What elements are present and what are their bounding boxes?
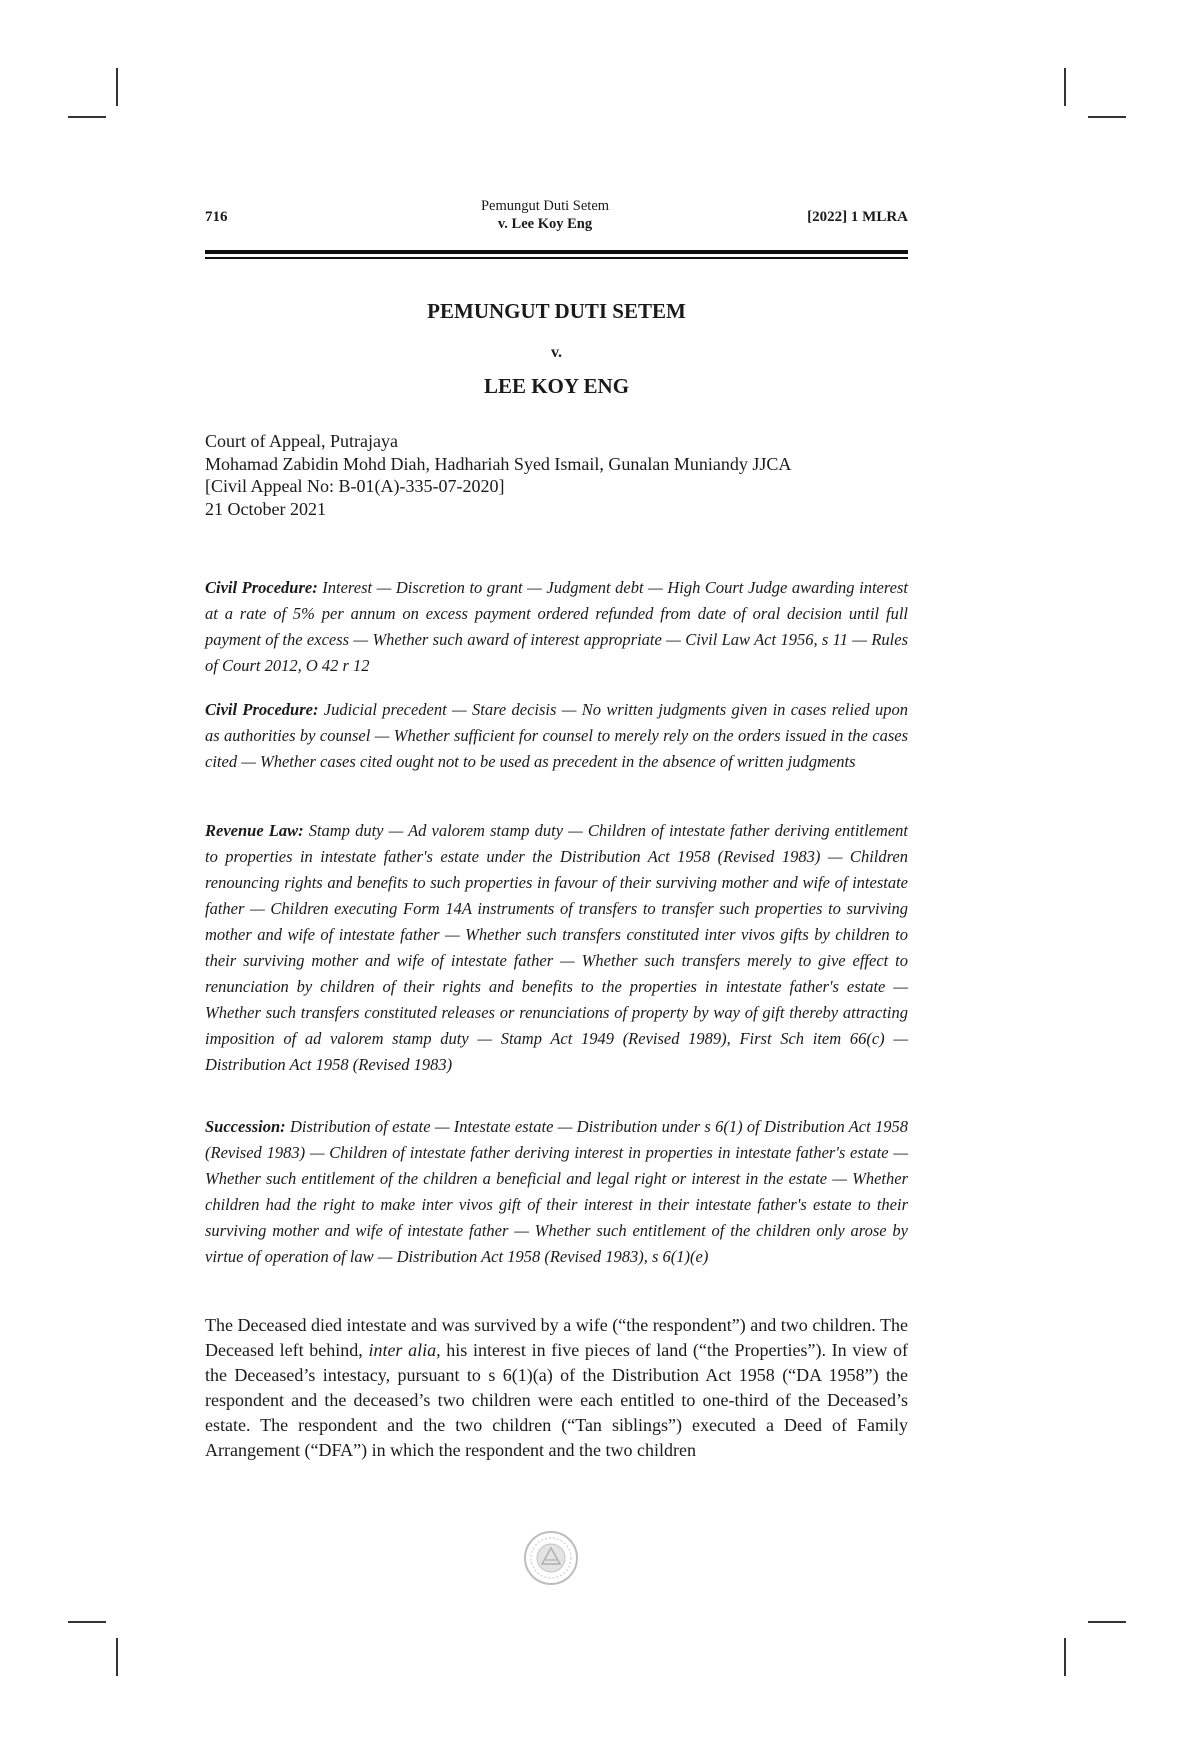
case-metadata — [205, 430, 908, 520]
publisher-seal-icon — [523, 1530, 579, 1586]
crop-mark-top-right-horizontal — [1088, 116, 1126, 118]
catchword-heading: Succession: — [205, 1117, 286, 1136]
catchword-paragraph — [205, 818, 908, 1078]
appeal-number: [Civil Appeal No: B-01(A)-335-07-2020] — [205, 476, 505, 496]
catchword-text: Interest — Discretion to grant — Judgment debt — High Court Judge awarding interest at a rate of 5% per annum on excess payment ordered refunded from date of oral decision until full payment of the excess — Whether such award of interest appropriate — Civil Law Act 1956, s 11 — Rules of Court 2012, O 42 r 12 — [205, 578, 908, 675]
judges: Mohamad Zabidin Mohd Diah, Hadhariah Syed Ismail, Gunalan Muniandy JJCA — [205, 453, 792, 474]
respondent-name: LEE KOY ENG — [483, 374, 630, 398]
catchword-text: Judicial precedent — Stare decisis — No written judgments given in cases relied upon as authorities by counsel — Whether sufficient for counsel to merely rely on the orders issued in the cases cited — Whether cases cited ought not to be used as precedent in the absence of written judgments — [205, 700, 908, 771]
page-number: 716 — [205, 209, 228, 225]
crop-mark-bottom-right-horizontal — [1088, 1621, 1126, 1623]
running-title-line1: Pemungut Duti Setem — [480, 198, 610, 214]
summary-text-part2: his interest in five pieces of land (“the Properties”). In view of the Deceased’s intestacy, pursuant to s 6(1)(a) of the Distribution Act 1958 (“DA 1958”) the respondent and the deceased’s two children were each entitled to one-third of the Deceased’s estate. The respondent and the two children (“Tan siblings”) executed a Deed of Family Arrangement (“DFA”) in which the respondent and the two children — [205, 1340, 908, 1460]
catchword-heading: Civil Procedure: — [205, 700, 319, 719]
summary-inter-alia: inter alia, — [368, 1340, 441, 1360]
catchword-paragraph — [205, 697, 908, 775]
crop-mark-bottom-left-horizontal — [68, 1621, 106, 1623]
header-rule-thick — [205, 250, 908, 254]
header-rule-thin — [205, 257, 908, 259]
appellant-name: PEMUNGUT DUTI SETEM — [427, 299, 686, 323]
summary-paragraph — [205, 1313, 908, 1463]
crop-mark-top-right-vertical — [1064, 68, 1066, 106]
crop-mark-top-left-vertical — [116, 68, 118, 106]
crop-mark-bottom-right-vertical — [1064, 1638, 1066, 1676]
catchword-heading: Revenue Law: — [205, 821, 304, 840]
summary-text-part1: The Deceased died intestate and was survived by a wife (“the respondent”) and two children. The Deceased left behind, — [205, 1315, 908, 1360]
catchword-heading: Civil Procedure: — [205, 578, 318, 597]
versus: v. — [550, 344, 563, 361]
citation: [2022] 1 MLRA — [807, 209, 908, 225]
crop-mark-bottom-left-vertical — [116, 1638, 118, 1676]
crop-mark-top-left-horizontal — [68, 116, 106, 118]
running-title-line2: v. Lee Koy Eng — [497, 216, 593, 232]
decision-date: 21 October 2021 — [205, 498, 326, 519]
catchword-paragraph — [205, 575, 908, 679]
running-title — [420, 197, 670, 233]
court: Court of Appeal, Putrajaya — [205, 431, 398, 451]
catchword-text: Distribution of estate — Intestate estate — Distribution under s 6(1) of Distribution Act 1958 (Revised 1983) — Children of intestate father deriving interest in properties in intestate father's estate — Whether such entitlement of the children a beneficial and legal right or interest in the estate — Whether children had the right to make inter vivos gift of their interest in their intestate father's estate to their surviving mother and wife of intestate father — Whether such entitlement of the children only arose by virtue of operation of law — Distribution Act 1958 (Revised 1983), s 6(1)(e) — [205, 1117, 908, 1266]
catchword-text: Stamp duty — Ad valorem stamp duty — Children of intestate father deriving entitlement to properties in intestate father's estate under the Distribution Act 1958 (Revised 1983) — Children renouncing rights and benefits to such properties in favour of their surviving mother and wife of intestate father — Children executing Form 14A instruments of transfers to transfer such properties to surviving mother and wife of intestate father — Whether such transfers constituted inter vivos gifts by children to their surviving mother and wife of intestate father — Whether such transfers merely to give effect to renunciation by children of their rights and benefits to the properties in intestate father's estate — Whether such transfers constituted releases or renunciations of property by way of gift thereby attracting imposition of ad valorem stamp duty — Stamp Act 1949 (Revised 1989), First Sch item 66(c) — Distribution Act 1958 (Revised 1983) — [205, 821, 908, 1074]
catchword-paragraph — [205, 1114, 908, 1270]
